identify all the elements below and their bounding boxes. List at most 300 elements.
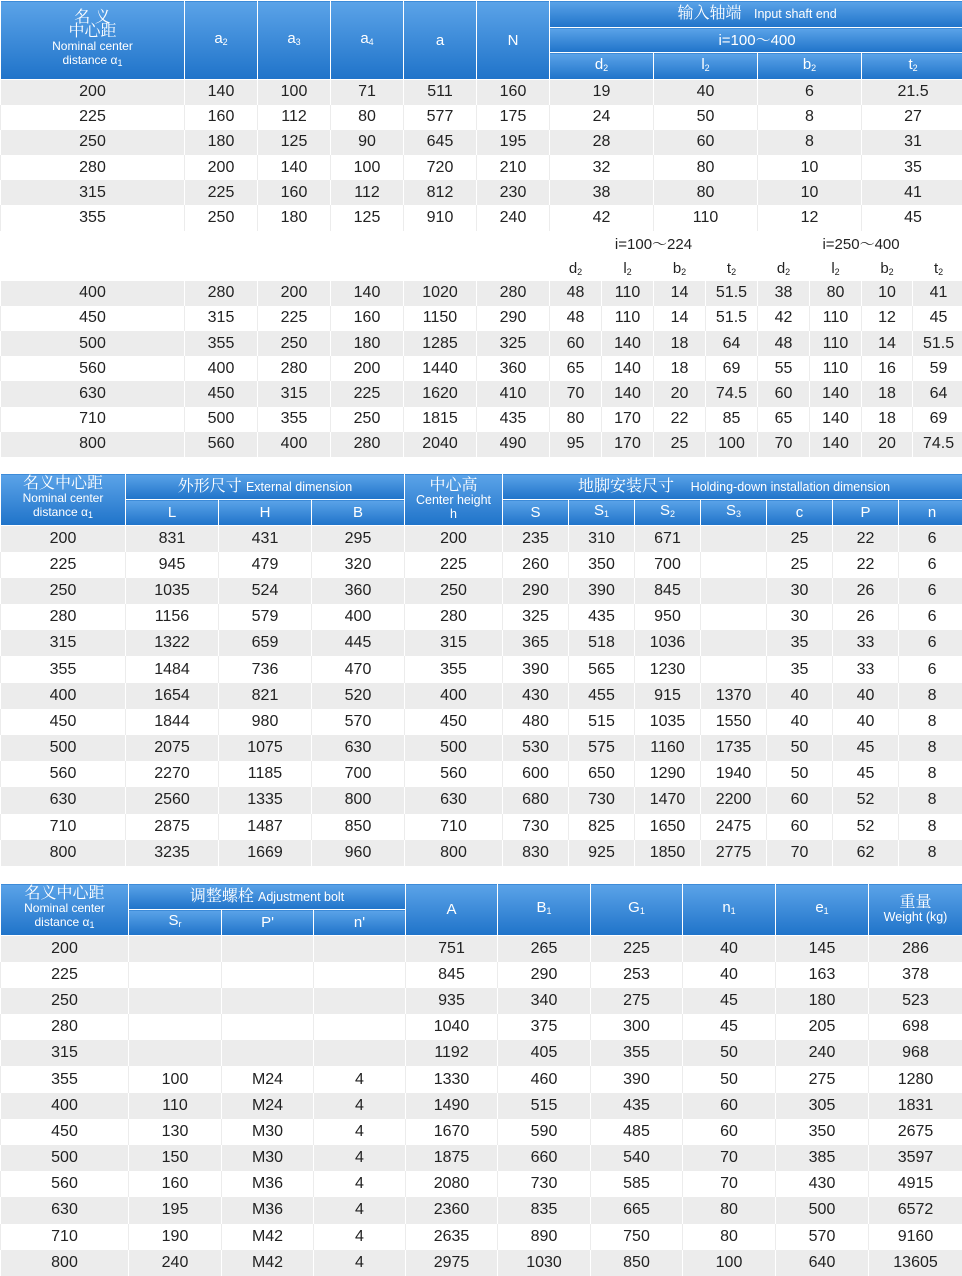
table-cell: 830 xyxy=(503,840,569,866)
table-cell: 260 xyxy=(503,552,569,578)
table-cell: 33 xyxy=(833,630,899,656)
table-cell: 430 xyxy=(776,1171,869,1197)
table-cell: 250 xyxy=(405,578,503,604)
table-cell: 30 xyxy=(767,604,833,630)
H-header: H xyxy=(219,500,312,526)
table-cell: 35 xyxy=(862,155,962,180)
L-header: L xyxy=(126,500,219,526)
table-cell: 275 xyxy=(591,988,683,1014)
table-cell: 60 xyxy=(758,381,810,406)
table-cell: 2360 xyxy=(406,1197,498,1223)
table-cell: 1940 xyxy=(701,761,767,787)
table-row xyxy=(1,1224,962,1250)
table-cell: 180 xyxy=(258,205,331,230)
table-row xyxy=(1,683,962,709)
table-cell: 71 xyxy=(331,80,404,105)
table-cell: 450 xyxy=(405,709,503,735)
table-cell: 24 xyxy=(550,105,654,130)
table-cell: 200 xyxy=(1,526,126,552)
table-cell: 365 xyxy=(503,630,569,656)
table-row xyxy=(1,1119,962,1145)
table-cell: 378 xyxy=(869,962,962,988)
table-cell: 315 xyxy=(185,306,258,331)
table-cell: 2040 xyxy=(404,432,477,457)
table-cell: 59 xyxy=(913,356,962,381)
a2-header: $a_2$ xyxy=(185,1,258,80)
table-cell: 915 xyxy=(635,683,701,709)
table-cell: 65 xyxy=(758,407,810,432)
table-cell: 18 xyxy=(654,356,706,381)
table-row xyxy=(1,155,962,180)
table-cell: 630 xyxy=(1,787,126,813)
table-cell: 8 xyxy=(899,814,962,840)
table-cell: 435 xyxy=(591,1093,683,1119)
table-cell: 100 xyxy=(706,432,758,457)
table-cell: 960 xyxy=(312,840,405,866)
table-row xyxy=(1,205,962,230)
nominal-center-distance-header: 名 义 中心距 Nominal center distance $\alpha_1$ xyxy=(1,1,185,80)
table2-body xyxy=(1,526,962,866)
table-cell: 6 xyxy=(899,630,962,656)
table-row xyxy=(1,105,962,130)
table-cell: 69 xyxy=(913,407,962,432)
table-cell: 112 xyxy=(258,105,331,130)
table-cell: 400 xyxy=(1,1093,129,1119)
table-cell: 14 xyxy=(862,331,913,356)
table-cell: 140 xyxy=(810,381,862,406)
table-cell: 480 xyxy=(503,709,569,735)
table-cell: 560 xyxy=(185,432,258,457)
table-cell: 9160 xyxy=(869,1224,962,1250)
table-row xyxy=(1,331,962,356)
table-cell: 60 xyxy=(654,130,758,155)
table-cell: 265 xyxy=(498,936,591,962)
table-cell: 710 xyxy=(405,814,503,840)
table-cell: 80 xyxy=(810,281,862,306)
table-cell: 935 xyxy=(406,988,498,1014)
table-cell: 253 xyxy=(591,962,683,988)
table-row xyxy=(1,604,962,630)
table-cell: 40 xyxy=(654,80,758,105)
table-cell: 435 xyxy=(477,407,550,432)
table-cell: 51.5 xyxy=(706,306,758,331)
table-cell: 812 xyxy=(404,180,477,205)
table-cell: 160 xyxy=(331,306,404,331)
table-cell: 40 xyxy=(683,936,776,962)
table-cell: 660 xyxy=(498,1145,591,1171)
table-cell: 70 xyxy=(758,432,810,457)
a4-header: $a_4$ xyxy=(331,1,404,80)
table-cell: 405 xyxy=(498,1040,591,1066)
table-cell: 80 xyxy=(683,1224,776,1250)
table-cell: 565 xyxy=(569,656,635,682)
table-row xyxy=(1,814,962,840)
table-cell: 10 xyxy=(862,281,913,306)
table-cell: 110 xyxy=(810,356,862,381)
table-cell xyxy=(129,962,222,988)
table-cell: 38 xyxy=(550,180,654,205)
table-cell: 300 xyxy=(591,1014,683,1040)
table-cell: 100 xyxy=(258,80,331,105)
table-cell: 110 xyxy=(810,306,862,331)
table-cell: 8 xyxy=(899,761,962,787)
table-cell: 6 xyxy=(758,80,862,105)
table-cell: 45 xyxy=(683,1014,776,1040)
table-cell: 800 xyxy=(312,787,405,813)
table-cell: 45 xyxy=(683,988,776,1014)
table-cell: 1470 xyxy=(635,787,701,813)
table-cell: 720 xyxy=(404,155,477,180)
table-cell: 355 xyxy=(258,407,331,432)
table-cell: 38 xyxy=(758,281,810,306)
table-cell: 800 xyxy=(1,840,126,866)
table-cell: 41 xyxy=(913,281,962,306)
table-cell: 280 xyxy=(258,356,331,381)
table-cell: 400 xyxy=(405,683,503,709)
table-row xyxy=(1,80,962,105)
table-cell: 80 xyxy=(654,155,758,180)
table-cell xyxy=(129,1040,222,1066)
table-cell: 1650 xyxy=(635,814,701,840)
table-cell: 280 xyxy=(405,604,503,630)
table-cell: 800 xyxy=(405,840,503,866)
table-cell: 42 xyxy=(758,306,810,331)
table-cell: 45 xyxy=(833,735,899,761)
table-cell: 8 xyxy=(899,709,962,735)
table-cell: 2775 xyxy=(701,840,767,866)
table-cell: 1844 xyxy=(126,709,219,735)
table-cell: 170 xyxy=(602,432,654,457)
table-cell: 400 xyxy=(185,356,258,381)
ratio-range-high: i=250～400 xyxy=(758,231,962,256)
table2-header xyxy=(1,474,962,526)
table-cell: 31 xyxy=(862,130,962,155)
table-cell xyxy=(701,552,767,578)
table-cell: 751 xyxy=(406,936,498,962)
table-cell: 320 xyxy=(312,552,405,578)
table-cell: 355 xyxy=(185,331,258,356)
table-cell: 200 xyxy=(258,281,331,306)
overall-dimension-table xyxy=(0,473,962,866)
table-cell: 700 xyxy=(635,552,701,578)
table-cell: 6 xyxy=(899,578,962,604)
table-cell: 160 xyxy=(185,105,258,130)
table-cell: 64 xyxy=(913,381,962,406)
table-cell: 18 xyxy=(654,331,706,356)
Sr-header: $S_r$ xyxy=(129,910,222,936)
table-cell: 3597 xyxy=(869,1145,962,1171)
holding-down-header: 地脚安装尺寸 Holding-down installation dimension xyxy=(503,474,962,500)
table-cell: 60 xyxy=(767,787,833,813)
G1-header: $G_1$ xyxy=(591,884,683,936)
table-cell: 290 xyxy=(503,578,569,604)
table-cell: 355 xyxy=(405,656,503,682)
table-cell: 515 xyxy=(569,709,635,735)
table-cell xyxy=(222,936,314,962)
table-cell: 140 xyxy=(185,80,258,105)
table-cell: 6 xyxy=(899,604,962,630)
table-cell: 540 xyxy=(591,1145,683,1171)
external-dimension-header: 外形尺寸 External dimension xyxy=(126,474,405,500)
table-cell: 290 xyxy=(477,306,550,331)
table-cell: 235 xyxy=(503,526,569,552)
table3-header xyxy=(1,884,962,936)
table-cell: 1030 xyxy=(498,1250,591,1276)
table-cell: 1875 xyxy=(406,1145,498,1171)
table-cell: 45 xyxy=(862,205,962,230)
table-cell: 515 xyxy=(498,1093,591,1119)
table-cell xyxy=(314,988,406,1014)
table-cell: 950 xyxy=(635,604,701,630)
table-cell: 160 xyxy=(129,1171,222,1197)
table-cell: 13605 xyxy=(869,1250,962,1276)
table-cell xyxy=(701,578,767,604)
table-cell: 325 xyxy=(503,604,569,630)
table-cell: 130 xyxy=(129,1119,222,1145)
table-cell: 100 xyxy=(331,155,404,180)
table-cell: 1156 xyxy=(126,604,219,630)
table-cell: 6 xyxy=(899,526,962,552)
table-cell: 8 xyxy=(899,787,962,813)
table-cell: 523 xyxy=(869,988,962,1014)
table-cell: 225 xyxy=(258,306,331,331)
table-cell: 200 xyxy=(185,155,258,180)
table-cell: 450 xyxy=(1,709,126,735)
table-cell: 315 xyxy=(258,381,331,406)
table-row xyxy=(1,281,962,306)
table-cell: 1040 xyxy=(406,1014,498,1040)
table-cell: 4 xyxy=(314,1145,406,1171)
table-cell: 1815 xyxy=(404,407,477,432)
table-cell: 210 xyxy=(477,155,550,180)
table-cell: 1487 xyxy=(219,814,312,840)
table-cell: 195 xyxy=(477,130,550,155)
table-cell: 630 xyxy=(312,735,405,761)
table-cell: 355 xyxy=(1,656,126,682)
table-cell: 831 xyxy=(126,526,219,552)
table-cell xyxy=(222,1014,314,1040)
table-cell: 390 xyxy=(569,578,635,604)
table-cell: 315 xyxy=(1,180,185,205)
table-cell: 50 xyxy=(654,105,758,130)
table-cell: 250 xyxy=(1,130,185,155)
table-row xyxy=(1,630,962,656)
table-cell: 910 xyxy=(404,205,477,230)
c-header: c xyxy=(767,500,833,526)
table-cell: 315 xyxy=(405,630,503,656)
table-cell: 355 xyxy=(1,205,185,230)
n-prime-header: n' xyxy=(314,910,406,936)
table-cell: 280 xyxy=(1,155,185,180)
table-cell: 2635 xyxy=(406,1224,498,1250)
table-cell: 2975 xyxy=(406,1250,498,1276)
table-cell: 35 xyxy=(767,630,833,656)
table-cell: 64 xyxy=(706,331,758,356)
S2-header: $S_2$ xyxy=(635,500,701,526)
e1-header: $e_1$ xyxy=(776,884,869,936)
table-cell: 40 xyxy=(683,962,776,988)
table1-header xyxy=(1,1,962,80)
table-cell: 25 xyxy=(767,526,833,552)
table-cell: 400 xyxy=(258,432,331,457)
table-row xyxy=(1,936,962,962)
table3-body xyxy=(1,936,962,1276)
table-cell: 225 xyxy=(591,936,683,962)
n-header: N xyxy=(477,1,550,80)
table-cell: 51.5 xyxy=(706,281,758,306)
table-cell: 160 xyxy=(477,80,550,105)
table-cell: 736 xyxy=(219,656,312,682)
table-cell: 240 xyxy=(129,1250,222,1276)
table-cell: 140 xyxy=(810,407,862,432)
table-cell: 460 xyxy=(498,1066,591,1092)
table-cell: M42 xyxy=(222,1250,314,1276)
table-cell: 225 xyxy=(185,180,258,205)
table-cell: 41 xyxy=(862,180,962,205)
P-prime-header: P' xyxy=(222,910,314,936)
table-cell: 80 xyxy=(654,180,758,205)
table-cell: 40 xyxy=(833,709,899,735)
table-cell: 275 xyxy=(776,1066,869,1092)
table-cell: 2200 xyxy=(701,787,767,813)
table-cell: 6 xyxy=(899,656,962,682)
t2-sub-header: $t_2$ xyxy=(913,256,962,281)
table-cell: 650 xyxy=(569,761,635,787)
A-header: A xyxy=(406,884,498,936)
table-cell: 400 xyxy=(312,604,405,630)
table-cell: 1620 xyxy=(404,381,477,406)
table-cell: 845 xyxy=(406,962,498,988)
table-cell: 4915 xyxy=(869,1171,962,1197)
table-cell: 14 xyxy=(654,281,706,306)
table-cell: 530 xyxy=(503,735,569,761)
table1-body-large xyxy=(1,281,962,457)
table-cell: 140 xyxy=(258,155,331,180)
n-header: n xyxy=(899,500,962,526)
table-cell: 50 xyxy=(767,761,833,787)
table-cell: 305 xyxy=(776,1093,869,1119)
table-row xyxy=(1,962,962,988)
table-cell: 1330 xyxy=(406,1066,498,1092)
table-cell: 45 xyxy=(913,306,962,331)
table-cell: 25 xyxy=(767,552,833,578)
table-row xyxy=(1,526,962,552)
table-cell xyxy=(129,936,222,962)
table-cell: 925 xyxy=(569,840,635,866)
table-cell: 659 xyxy=(219,630,312,656)
table-cell: 12 xyxy=(862,306,913,331)
table-cell: 95 xyxy=(550,432,602,457)
table-row xyxy=(1,1197,962,1223)
ratio-range-header: i=100～400 xyxy=(550,28,962,53)
table-cell: 1160 xyxy=(635,735,701,761)
table-cell: 490 xyxy=(477,432,550,457)
adjustment-weight-table xyxy=(0,883,962,1276)
table-row xyxy=(1,1250,962,1276)
table-cell: 850 xyxy=(591,1250,683,1276)
t2-header: $t_2$ xyxy=(862,53,962,80)
table-cell: M24 xyxy=(222,1093,314,1119)
table-cell: 26 xyxy=(833,604,899,630)
table-cell: 100 xyxy=(683,1250,776,1276)
d2-header: $d_2$ xyxy=(550,53,654,80)
table-cell: 140 xyxy=(331,281,404,306)
input-shaft-end-header: 输入轴端 Input shaft end xyxy=(550,1,962,28)
table-cell: 310 xyxy=(569,526,635,552)
table-cell: 4 xyxy=(314,1250,406,1276)
table-cell: 280 xyxy=(477,281,550,306)
table-cell: 560 xyxy=(405,761,503,787)
table-cell: 8 xyxy=(758,130,862,155)
table-cell: 1020 xyxy=(404,281,477,306)
table-row xyxy=(1,180,962,205)
table-cell: 470 xyxy=(312,656,405,682)
table-cell xyxy=(314,1014,406,1040)
table-cell: 570 xyxy=(776,1224,869,1250)
table-row xyxy=(1,787,962,813)
table-cell: 25 xyxy=(654,432,706,457)
table-cell: 560 xyxy=(1,761,126,787)
table-cell: 560 xyxy=(1,356,185,381)
table-cell: 4 xyxy=(314,1171,406,1197)
table-cell: 225 xyxy=(1,105,185,130)
table-cell: 1669 xyxy=(219,840,312,866)
a3-header: $a_3$ xyxy=(258,1,331,80)
table-cell: 730 xyxy=(503,814,569,840)
table-cell: 125 xyxy=(331,205,404,230)
table-row xyxy=(1,381,962,406)
table-cell: 80 xyxy=(331,105,404,130)
table-cell: 22 xyxy=(833,526,899,552)
table-cell xyxy=(314,1040,406,1066)
table-cell: 21.5 xyxy=(862,80,962,105)
table-cell: 800 xyxy=(1,432,185,457)
table-cell: 430 xyxy=(503,683,569,709)
table-row xyxy=(1,407,962,432)
table-cell: 69 xyxy=(706,356,758,381)
table-cell xyxy=(129,1014,222,1040)
table-cell: 390 xyxy=(591,1066,683,1092)
table-cell: 750 xyxy=(591,1224,683,1250)
table-cell: M24 xyxy=(222,1066,314,1092)
table-cell: 700 xyxy=(312,761,405,787)
table-cell: 385 xyxy=(776,1145,869,1171)
table-cell: 360 xyxy=(312,578,405,604)
table-cell: 585 xyxy=(591,1171,683,1197)
table-row xyxy=(1,1040,962,1066)
table-cell: 22 xyxy=(833,552,899,578)
table-cell: 1370 xyxy=(701,683,767,709)
S-header: S xyxy=(503,500,569,526)
table-cell: 1150 xyxy=(404,306,477,331)
table-cell: 400 xyxy=(1,281,185,306)
table-row xyxy=(1,130,962,155)
table-cell: 52 xyxy=(833,814,899,840)
table-cell: 3235 xyxy=(126,840,219,866)
n1-header: $n_1$ xyxy=(683,884,776,936)
table-cell: 27 xyxy=(862,105,962,130)
table-cell: 62 xyxy=(833,840,899,866)
table-cell: 1850 xyxy=(635,840,701,866)
table-cell: 1230 xyxy=(635,656,701,682)
table-cell: 450 xyxy=(185,381,258,406)
table-cell: 280 xyxy=(1,1014,129,1040)
table-cell: 1075 xyxy=(219,735,312,761)
B1-header: $B_1$ xyxy=(498,884,591,936)
table-row xyxy=(1,356,962,381)
table-cell: 170 xyxy=(602,407,654,432)
table-cell: 8 xyxy=(899,735,962,761)
